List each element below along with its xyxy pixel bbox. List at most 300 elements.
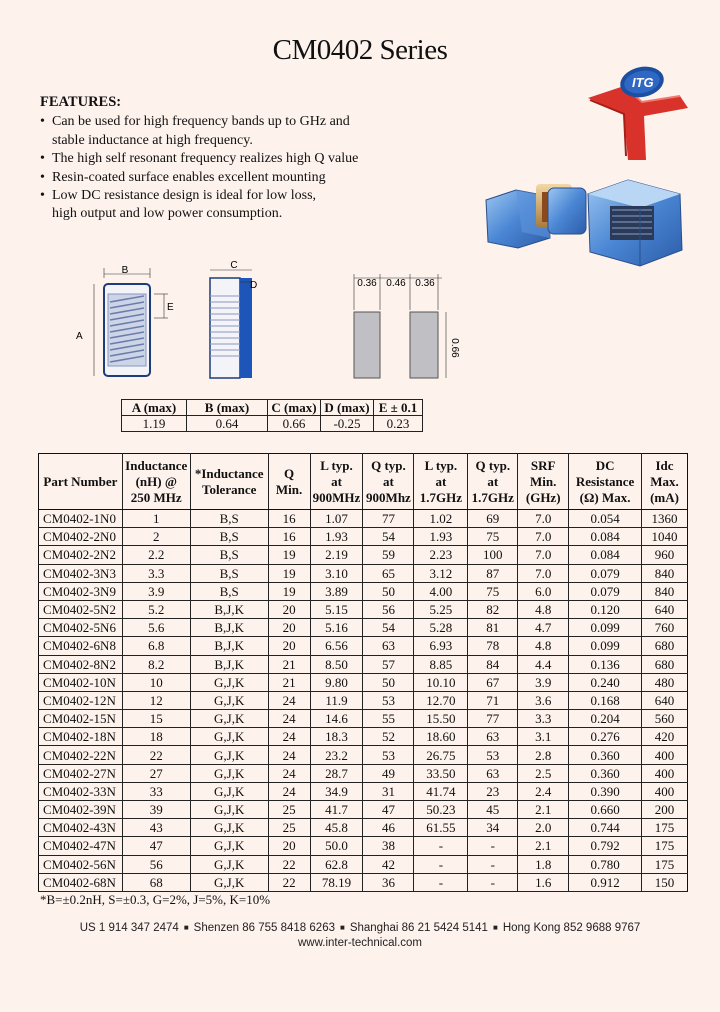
features-section bbox=[40, 93, 358, 224]
table-cell: 50.23 bbox=[414, 801, 468, 819]
spec-column-header: Inductance (nH) @ 250 MHz bbox=[122, 454, 190, 510]
table-cell: - bbox=[468, 873, 518, 891]
table-cell: 5.15 bbox=[310, 600, 363, 618]
table-cell: 65 bbox=[363, 564, 414, 582]
table-cell: 87 bbox=[468, 564, 518, 582]
table-row bbox=[39, 873, 688, 891]
table-cell: 640 bbox=[642, 600, 688, 618]
table-cell: B,J,K bbox=[190, 637, 268, 655]
spec-column-header: L typ. at 900MHz bbox=[310, 454, 363, 510]
table-cell: 10 bbox=[122, 673, 190, 691]
table-cell: 0.660 bbox=[569, 801, 642, 819]
table-cell: 6.8 bbox=[122, 637, 190, 655]
label-pad-gap: 0.46 bbox=[386, 278, 406, 289]
table-cell: 84 bbox=[468, 655, 518, 673]
table-cell: 7.0 bbox=[518, 564, 569, 582]
table-cell: 9.80 bbox=[310, 673, 363, 691]
table-cell: 3.9 bbox=[518, 673, 569, 691]
table-cell: 0.079 bbox=[569, 564, 642, 582]
part-number-cell: CM0402-39N bbox=[39, 801, 123, 819]
table-cell: 0.084 bbox=[569, 528, 642, 546]
table-cell: 34.9 bbox=[310, 782, 363, 800]
table-cell: 45.8 bbox=[310, 819, 363, 837]
table-cell: 0.168 bbox=[569, 691, 642, 709]
table-cell: B,J,K bbox=[190, 600, 268, 618]
table-row bbox=[39, 746, 688, 764]
table-cell: 15 bbox=[122, 710, 190, 728]
table-cell: 18.3 bbox=[310, 728, 363, 746]
spec-column-header: Q Min. bbox=[268, 454, 310, 510]
table-cell: 63 bbox=[468, 728, 518, 746]
table-cell: 19 bbox=[268, 564, 310, 582]
bullet-icon: ■ bbox=[183, 923, 189, 932]
table-cell: 100 bbox=[468, 546, 518, 564]
table-cell: 41.7 bbox=[310, 801, 363, 819]
table-cell: 1360 bbox=[642, 510, 688, 528]
part-number-cell: CM0402-68N bbox=[39, 873, 123, 891]
dim-header: C (max) bbox=[268, 400, 321, 416]
page-title: CM0402 Series bbox=[272, 34, 448, 66]
table-cell: 2.1 bbox=[518, 837, 569, 855]
table-cell: 680 bbox=[642, 637, 688, 655]
part-number-cell: CM0402-33N bbox=[39, 782, 123, 800]
logo-text: ITG bbox=[632, 75, 654, 90]
table-cell: 3.89 bbox=[310, 582, 363, 600]
table-cell: 12 bbox=[122, 691, 190, 709]
table-cell: 1.93 bbox=[414, 528, 468, 546]
table-row bbox=[39, 546, 688, 564]
spec-column-header: *Inductance Tolerance bbox=[190, 454, 268, 510]
part-number-cell: CM0402-6N8 bbox=[39, 637, 123, 655]
table-cell: G,J,K bbox=[190, 873, 268, 891]
table-cell: 77 bbox=[363, 510, 414, 528]
table-cell: 2.0 bbox=[518, 819, 569, 837]
spec-column-header: Q typ. at 900Mhz bbox=[363, 454, 414, 510]
label-c: C bbox=[230, 260, 238, 271]
part-number-cell: CM0402-3N3 bbox=[39, 564, 123, 582]
table-cell: B,S bbox=[190, 546, 268, 564]
table-cell: 1040 bbox=[642, 528, 688, 546]
table-cell: G,J,K bbox=[190, 819, 268, 837]
part-number-cell: CM0402-43N bbox=[39, 819, 123, 837]
table-cell: B,S bbox=[190, 582, 268, 600]
table-cell: 2.2 bbox=[122, 546, 190, 564]
table-cell: G,J,K bbox=[190, 764, 268, 782]
table-cell: 21 bbox=[268, 673, 310, 691]
table-cell: G,J,K bbox=[190, 710, 268, 728]
table-cell: 53 bbox=[468, 746, 518, 764]
table-cell: 20 bbox=[268, 837, 310, 855]
table-cell: 50.0 bbox=[310, 837, 363, 855]
table-cell: B,S bbox=[190, 528, 268, 546]
table-cell: 0.792 bbox=[569, 837, 642, 855]
table-cell: 0.360 bbox=[569, 746, 642, 764]
table-cell: 840 bbox=[642, 582, 688, 600]
table-row bbox=[39, 837, 688, 855]
table-cell: G,J,K bbox=[190, 782, 268, 800]
table-row bbox=[39, 710, 688, 728]
table-cell: 5.6 bbox=[122, 619, 190, 637]
front-view bbox=[76, 265, 174, 376]
table-cell: 7.0 bbox=[518, 510, 569, 528]
label-pad-width-right: 0.36 bbox=[415, 278, 435, 289]
table-cell: 82 bbox=[468, 600, 518, 618]
table-cell: 0.276 bbox=[569, 728, 642, 746]
table-cell: 5.28 bbox=[414, 619, 468, 637]
table-cell: 24 bbox=[268, 764, 310, 782]
table-cell: 4.8 bbox=[518, 637, 569, 655]
table-cell: 0.360 bbox=[569, 764, 642, 782]
table-cell: 420 bbox=[642, 728, 688, 746]
itg-logo bbox=[584, 56, 696, 160]
table-cell: G,J,K bbox=[190, 837, 268, 855]
table-cell: 840 bbox=[642, 564, 688, 582]
table-row bbox=[39, 855, 688, 873]
table-cell: 28.7 bbox=[310, 764, 363, 782]
table-cell: 49 bbox=[363, 764, 414, 782]
feature-item: • Resin-coated surface enables excellent mounting bbox=[40, 169, 358, 187]
table-row bbox=[39, 655, 688, 673]
inductor-large bbox=[588, 180, 682, 266]
part-number-cell: CM0402-1N0 bbox=[39, 510, 123, 528]
dim-value: 0.66 bbox=[268, 416, 321, 432]
table-cell: G,J,K bbox=[190, 673, 268, 691]
table-cell: 50 bbox=[363, 673, 414, 691]
dimension-drawing bbox=[74, 256, 374, 396]
table-cell: 680 bbox=[642, 655, 688, 673]
table-cell: G,J,K bbox=[190, 691, 268, 709]
table-cell: 54 bbox=[363, 528, 414, 546]
table-cell: 43 bbox=[122, 819, 190, 837]
table-row bbox=[39, 764, 688, 782]
part-number-cell: CM0402-12N bbox=[39, 691, 123, 709]
table-cell: 0.204 bbox=[569, 710, 642, 728]
dim-value: 0.23 bbox=[374, 416, 423, 432]
table-cell: G,J,K bbox=[190, 855, 268, 873]
table-cell: 55 bbox=[363, 710, 414, 728]
table-row bbox=[39, 728, 688, 746]
table-row bbox=[39, 782, 688, 800]
table-cell: 4.4 bbox=[518, 655, 569, 673]
table-cell: 175 bbox=[642, 855, 688, 873]
dimension-table bbox=[121, 399, 423, 432]
table-cell: 63 bbox=[468, 764, 518, 782]
table-cell: 4.00 bbox=[414, 582, 468, 600]
spec-header-row bbox=[39, 454, 688, 510]
table-cell: 33.50 bbox=[414, 764, 468, 782]
dim-header: D (max) bbox=[321, 400, 374, 416]
table-cell: 75 bbox=[468, 582, 518, 600]
table-cell: 56 bbox=[122, 855, 190, 873]
table-cell: 81 bbox=[468, 619, 518, 637]
table-cell: 4.8 bbox=[518, 600, 569, 618]
bullet-icon: ■ bbox=[492, 923, 498, 932]
table-cell: 1.93 bbox=[310, 528, 363, 546]
table-cell: - bbox=[468, 855, 518, 873]
table-cell: 24 bbox=[268, 782, 310, 800]
table-cell: 53 bbox=[363, 691, 414, 709]
bullet-icon: ■ bbox=[339, 923, 345, 932]
table-cell: 23 bbox=[468, 782, 518, 800]
table-cell: 25 bbox=[268, 801, 310, 819]
table-cell: 6.56 bbox=[310, 637, 363, 655]
table-cell: 960 bbox=[642, 546, 688, 564]
table-cell: 53 bbox=[363, 746, 414, 764]
table-cell: B,S bbox=[190, 564, 268, 582]
table-cell: 11.9 bbox=[310, 691, 363, 709]
table-cell: 41.74 bbox=[414, 782, 468, 800]
website-link[interactable]: www.inter-technical.com bbox=[298, 937, 422, 949]
table-cell: 3.12 bbox=[414, 564, 468, 582]
table-cell: 0.912 bbox=[569, 873, 642, 891]
contact-shenzen: Shenzen 86 755 8418 6263 bbox=[193, 922, 335, 934]
table-row bbox=[39, 819, 688, 837]
table-cell: 3.1 bbox=[518, 728, 569, 746]
part-number-cell: CM0402-8N2 bbox=[39, 655, 123, 673]
table-cell: 24 bbox=[268, 746, 310, 764]
table-cell: 7.0 bbox=[518, 546, 569, 564]
table-row bbox=[39, 691, 688, 709]
contact-us: US 1 914 347 2474 bbox=[79, 922, 179, 934]
part-number-cell: CM0402-3N9 bbox=[39, 582, 123, 600]
part-number-cell: CM0402-2N2 bbox=[39, 546, 123, 564]
part-number-cell: CM0402-22N bbox=[39, 746, 123, 764]
table-cell: 400 bbox=[642, 746, 688, 764]
table-cell: 19 bbox=[268, 582, 310, 600]
table-cell: 36 bbox=[363, 873, 414, 891]
table-row bbox=[39, 637, 688, 655]
part-number-cell: CM0402-56N bbox=[39, 855, 123, 873]
dim-header: A (max) bbox=[122, 400, 187, 416]
table-cell: 0.099 bbox=[569, 637, 642, 655]
table-cell: 3.3 bbox=[518, 710, 569, 728]
table-cell: - bbox=[414, 837, 468, 855]
table-cell: 12.70 bbox=[414, 691, 468, 709]
table-cell: 0.744 bbox=[569, 819, 642, 837]
table-cell: 19 bbox=[268, 546, 310, 564]
dim-value: 1.19 bbox=[122, 416, 187, 432]
table-cell: 0.054 bbox=[569, 510, 642, 528]
table-cell: 77 bbox=[468, 710, 518, 728]
table-cell: 10.10 bbox=[414, 673, 468, 691]
table-cell: 1.8 bbox=[518, 855, 569, 873]
table-cell: 78.19 bbox=[310, 873, 363, 891]
table-cell: 2.8 bbox=[518, 746, 569, 764]
part-number-cell: CM0402-5N6 bbox=[39, 619, 123, 637]
label-d: D bbox=[250, 280, 258, 291]
table-cell: 6.93 bbox=[414, 637, 468, 655]
table-cell: 52 bbox=[363, 728, 414, 746]
table-cell: 2.4 bbox=[518, 782, 569, 800]
feature-item: • The high self resonant frequency realizes high Q value bbox=[40, 150, 358, 168]
table-cell: 3.9 bbox=[122, 582, 190, 600]
table-cell: 20 bbox=[268, 619, 310, 637]
table-cell: 0.780 bbox=[569, 855, 642, 873]
table-cell: 33 bbox=[122, 782, 190, 800]
table-cell: 18 bbox=[122, 728, 190, 746]
table-cell: 69 bbox=[468, 510, 518, 528]
part-number-cell: CM0402-47N bbox=[39, 837, 123, 855]
table-cell: 0.120 bbox=[569, 600, 642, 618]
table-cell: 2.23 bbox=[414, 546, 468, 564]
table-cell: 1.07 bbox=[310, 510, 363, 528]
table-cell: 31 bbox=[363, 782, 414, 800]
table-cell: 42 bbox=[363, 855, 414, 873]
table-cell: 175 bbox=[642, 837, 688, 855]
table-cell: 1 bbox=[122, 510, 190, 528]
table-row bbox=[39, 673, 688, 691]
table-cell: 27 bbox=[122, 764, 190, 782]
inductor-small bbox=[486, 184, 586, 248]
spec-column-header: SRF Min. (GHz) bbox=[518, 454, 569, 510]
tolerance-footnote: *B=±0.2nH, S=±0.3, G=2%, J=5%, K=10% bbox=[40, 892, 271, 907]
table-cell: 0.390 bbox=[569, 782, 642, 800]
table-cell: - bbox=[468, 837, 518, 855]
table-cell: 71 bbox=[468, 691, 518, 709]
spec-column-header: DC Resistance (Ω) Max. bbox=[569, 454, 642, 510]
table-cell: G,J,K bbox=[190, 728, 268, 746]
table-cell: 24 bbox=[268, 728, 310, 746]
table-cell: 2 bbox=[122, 528, 190, 546]
contacts-footer bbox=[0, 920, 720, 951]
table-cell: 63 bbox=[363, 637, 414, 655]
table-cell: 0.240 bbox=[569, 673, 642, 691]
dim-header: B (max) bbox=[187, 400, 268, 416]
table-cell: 24 bbox=[268, 710, 310, 728]
table-cell: 39 bbox=[122, 801, 190, 819]
table-cell: 4.7 bbox=[518, 619, 569, 637]
product-photo bbox=[478, 166, 688, 280]
table-cell: 200 bbox=[642, 801, 688, 819]
table-cell: 22 bbox=[268, 873, 310, 891]
table-cell: 38 bbox=[363, 837, 414, 855]
side-view bbox=[210, 260, 257, 378]
table-cell: 56 bbox=[363, 600, 414, 618]
dim-value: -0.25 bbox=[321, 416, 374, 432]
table-cell: 62.8 bbox=[310, 855, 363, 873]
dim-header: E ± 0.1 bbox=[374, 400, 423, 416]
table-cell: 34 bbox=[468, 819, 518, 837]
table-cell: 22 bbox=[268, 855, 310, 873]
table-row bbox=[39, 600, 688, 618]
table-cell: 5.16 bbox=[310, 619, 363, 637]
table-cell: 54 bbox=[363, 619, 414, 637]
table-cell: 21 bbox=[268, 655, 310, 673]
table-cell: 24 bbox=[268, 691, 310, 709]
table-cell: 8.2 bbox=[122, 655, 190, 673]
table-cell: 0.136 bbox=[569, 655, 642, 673]
spec-table bbox=[38, 453, 688, 892]
feature-item: • Low DC resistance design is ideal for low loss, high output and low power consumption. bbox=[40, 187, 358, 224]
table-cell: 57 bbox=[363, 655, 414, 673]
table-cell: 22 bbox=[122, 746, 190, 764]
table-cell: 1.6 bbox=[518, 873, 569, 891]
spec-body bbox=[39, 510, 688, 892]
table-cell: 15.50 bbox=[414, 710, 468, 728]
table-cell: - bbox=[414, 855, 468, 873]
table-cell: 59 bbox=[363, 546, 414, 564]
table-cell: 3.3 bbox=[122, 564, 190, 582]
table-cell: B,J,K bbox=[190, 655, 268, 673]
table-cell: 640 bbox=[642, 691, 688, 709]
table-cell: 8.85 bbox=[414, 655, 468, 673]
label-e: E bbox=[167, 302, 174, 313]
table-row bbox=[39, 619, 688, 637]
contact-hongkong: Hong Kong 852 9688 9767 bbox=[502, 922, 641, 934]
table-row bbox=[39, 510, 688, 528]
table-cell: 0.084 bbox=[569, 546, 642, 564]
table-cell: - bbox=[414, 873, 468, 891]
table-cell: 16 bbox=[268, 510, 310, 528]
table-cell: 45 bbox=[468, 801, 518, 819]
table-cell: 14.6 bbox=[310, 710, 363, 728]
part-number-cell: CM0402-18N bbox=[39, 728, 123, 746]
spec-column-header: L typ. at 1.7GHz bbox=[414, 454, 468, 510]
table-cell: 61.55 bbox=[414, 819, 468, 837]
table-cell: G,J,K bbox=[190, 801, 268, 819]
table-cell: 0.099 bbox=[569, 619, 642, 637]
table-cell: 3.6 bbox=[518, 691, 569, 709]
table-cell: 23.2 bbox=[310, 746, 363, 764]
table-cell: 6.0 bbox=[518, 582, 569, 600]
table-cell: 47 bbox=[122, 837, 190, 855]
table-cell: 20 bbox=[268, 637, 310, 655]
part-number-cell: CM0402-2N0 bbox=[39, 528, 123, 546]
table-cell: 47 bbox=[363, 801, 414, 819]
table-row bbox=[39, 801, 688, 819]
table-cell: 8.50 bbox=[310, 655, 363, 673]
table-cell: 75 bbox=[468, 528, 518, 546]
table-cell: 480 bbox=[642, 673, 688, 691]
spec-column-header: Idc Max. (mA) bbox=[642, 454, 688, 510]
table-cell: 50 bbox=[363, 582, 414, 600]
table-cell: 2.5 bbox=[518, 764, 569, 782]
features-list bbox=[40, 113, 358, 223]
table-cell: G,J,K bbox=[190, 746, 268, 764]
table-cell: 68 bbox=[122, 873, 190, 891]
table-cell: 0.079 bbox=[569, 582, 642, 600]
part-number-cell: CM0402-15N bbox=[39, 710, 123, 728]
table-row bbox=[39, 582, 688, 600]
table-cell: 20 bbox=[268, 600, 310, 618]
label-a: A bbox=[76, 331, 83, 342]
table-cell: 400 bbox=[642, 782, 688, 800]
table-cell: 400 bbox=[642, 764, 688, 782]
contact-line bbox=[0, 920, 720, 936]
table-cell: 26.75 bbox=[414, 746, 468, 764]
part-number-cell: CM0402-10N bbox=[39, 673, 123, 691]
label-pad-height: 0.66 bbox=[449, 338, 460, 358]
table-cell: 7.0 bbox=[518, 528, 569, 546]
dim-value: 0.64 bbox=[187, 416, 268, 432]
table-row bbox=[39, 564, 688, 582]
table-cell: B,S bbox=[190, 510, 268, 528]
contact-shanghai: Shanghai 86 21 5424 5141 bbox=[349, 922, 488, 934]
table-cell: 560 bbox=[642, 710, 688, 728]
table-cell: 1.02 bbox=[414, 510, 468, 528]
table-cell: B,J,K bbox=[190, 619, 268, 637]
label-pad-width-left: 0.36 bbox=[357, 278, 377, 289]
table-cell: 3.10 bbox=[310, 564, 363, 582]
table-cell: 2.19 bbox=[310, 546, 363, 564]
table-cell: 46 bbox=[363, 819, 414, 837]
table-cell: 18.60 bbox=[414, 728, 468, 746]
features-heading: FEATURES: bbox=[40, 94, 122, 110]
table-cell: 67 bbox=[468, 673, 518, 691]
table-cell: 16 bbox=[268, 528, 310, 546]
label-b: B bbox=[121, 265, 129, 276]
part-number-cell: CM0402-5N2 bbox=[39, 600, 123, 618]
